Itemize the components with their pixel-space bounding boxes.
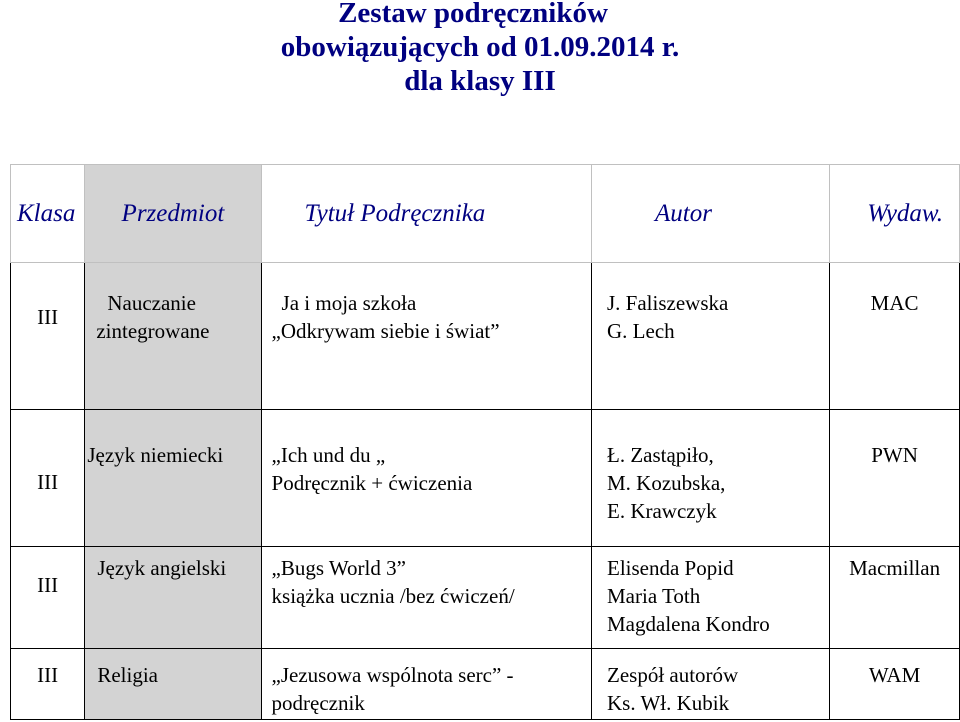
author-line: Elisenda Popid (607, 556, 734, 580)
column-header-publisher: Wydaw. (830, 165, 960, 263)
column-header-title: Tytuł Podręcznika (261, 165, 591, 263)
cell-class (11, 410, 85, 547)
column-header-subject: Przedmiot (85, 165, 261, 263)
document-title-line-2: obowiązujących od 01.09.2014 r. (280, 31, 680, 63)
table-header-row (11, 165, 960, 263)
table-row (11, 649, 960, 720)
table-row (11, 263, 960, 410)
cell-title (261, 649, 591, 720)
author-line: Ks. Wł. Kubik (607, 691, 730, 715)
cell-subject (85, 547, 261, 649)
cell-title (261, 263, 591, 410)
author-line: J. Faliszewska (607, 291, 729, 315)
cell-subject (85, 410, 261, 547)
title-line: „Odkrywam siebie i świat” (271, 319, 500, 343)
cell-subject (85, 649, 261, 720)
title-line: „Bugs World 3” (271, 556, 406, 580)
document-title-line-1: Zestaw podręczników (338, 0, 608, 29)
table-row (11, 547, 960, 649)
author-line: Ł. Zastąpiło, (607, 443, 714, 467)
author-line: E. Krawczyk (607, 499, 717, 523)
title-line: „Ich und du „ (271, 443, 386, 467)
class-value: III (37, 470, 59, 494)
cell-author (592, 547, 830, 649)
author-line: Magdalena Kondro (607, 612, 770, 636)
publisher-value: MAC (870, 291, 919, 315)
cell-author (592, 263, 830, 410)
textbook-table (10, 164, 960, 720)
publisher-value: WAM (868, 663, 921, 687)
cell-publisher (830, 547, 960, 649)
cell-subject (85, 263, 261, 410)
subject-line: Religia (97, 663, 158, 687)
cell-title (261, 547, 591, 649)
table-row (11, 410, 960, 547)
column-header-class: Klasa (11, 165, 85, 263)
title-line: „Jezusowa wspólnota serc” - (271, 663, 514, 687)
author-line: Maria Toth (607, 584, 701, 608)
title-line: Podręcznik + ćwiczenia (271, 471, 473, 495)
class-value: III (37, 663, 59, 687)
title-line: książka ucznia /bez ćwiczeń/ (271, 584, 515, 608)
cell-title (261, 410, 591, 547)
author-line: Zespół autorów (607, 663, 739, 687)
title-line: Ja i moja szkoła (281, 291, 417, 315)
publisher-value: PWN (871, 443, 918, 467)
class-value: III (37, 305, 59, 329)
column-header-author: Autor (592, 165, 830, 263)
cell-publisher (830, 263, 960, 410)
cell-class (11, 547, 85, 649)
author-line: G. Lech (607, 319, 675, 343)
title-line: podręcznik (271, 691, 365, 715)
subject-line: zintegrowane (96, 319, 210, 343)
cell-publisher (830, 410, 960, 547)
subject-line: Nauczanie (107, 291, 196, 315)
class-value: III (37, 573, 59, 597)
subject-line: Język niemiecki (87, 443, 224, 467)
document-title-line-3: dla klasy III (404, 65, 556, 97)
cell-class (11, 263, 85, 410)
subject-line: Język angielski (97, 556, 227, 580)
cell-author (592, 649, 830, 720)
publisher-value: Macmillan (849, 556, 941, 580)
cell-class (11, 649, 85, 720)
cell-author (592, 410, 830, 547)
cell-publisher (830, 649, 960, 720)
author-line: M. Kozubska, (607, 471, 726, 495)
